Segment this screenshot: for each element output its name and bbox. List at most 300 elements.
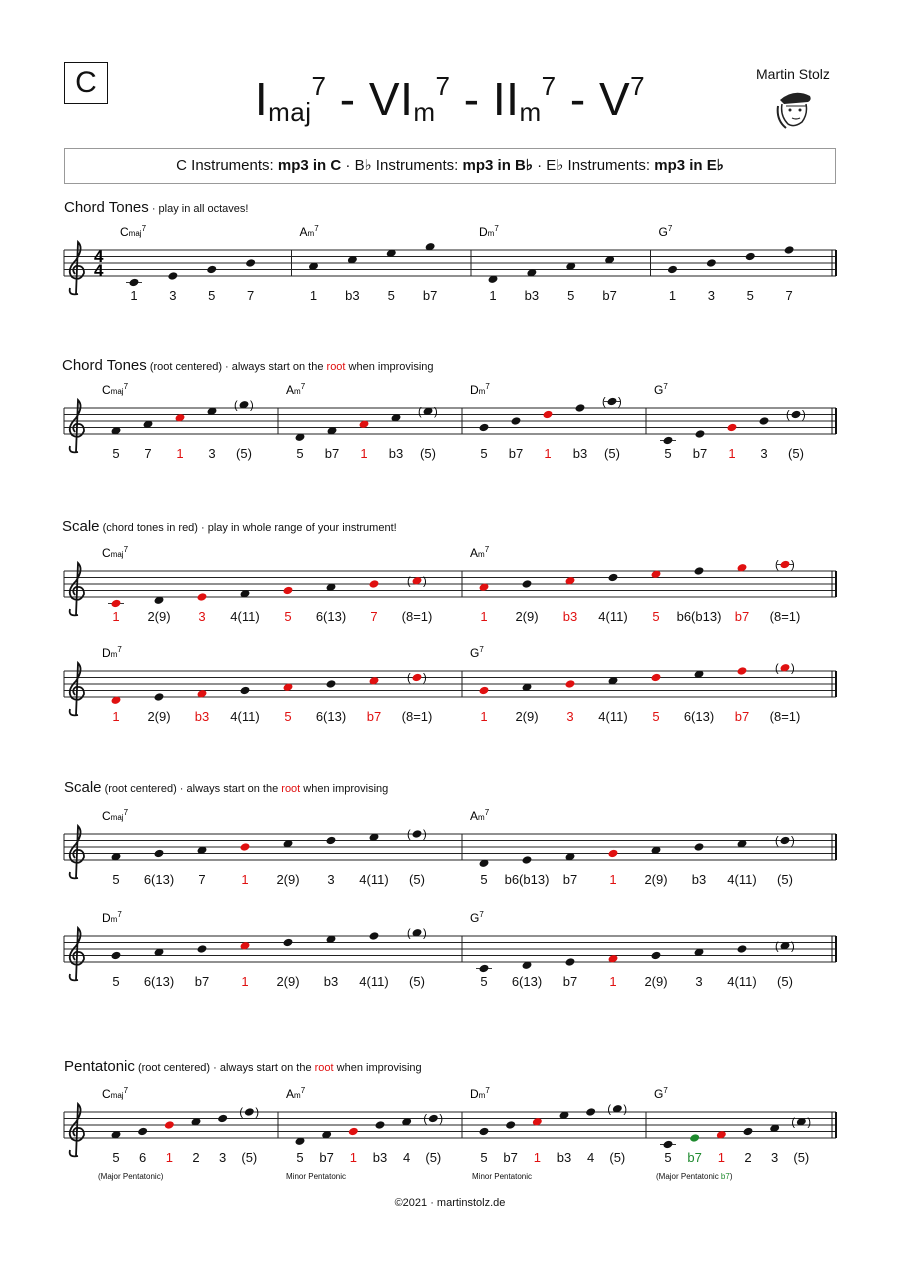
author-name: Martin Stolz bbox=[756, 66, 830, 82]
degree-label: (5) bbox=[425, 1150, 442, 1165]
ghost-note-paren-right: ) bbox=[255, 1106, 260, 1119]
mp3-separator: · bbox=[341, 157, 355, 174]
chord-extension: 7 bbox=[663, 1086, 668, 1095]
degree-label: 1 bbox=[480, 609, 488, 624]
degree-label: 5 bbox=[480, 446, 488, 461]
chord-root: C bbox=[102, 809, 111, 823]
degree-label: 1 bbox=[668, 288, 677, 303]
ghost-note-paren-right: ) bbox=[423, 828, 427, 841]
chord-symbol bbox=[300, 224, 320, 239]
ghost-note-paren-right: ) bbox=[791, 835, 795, 847]
degree-label: b3 bbox=[691, 872, 707, 887]
note-head bbox=[479, 964, 490, 974]
note-head bbox=[663, 436, 674, 446]
degree-label: 4(11) bbox=[359, 974, 389, 989]
note-head bbox=[197, 944, 208, 954]
degree-label: 3 bbox=[760, 446, 768, 461]
note-head bbox=[154, 692, 165, 702]
note-head bbox=[651, 951, 662, 961]
degree-label: 5 bbox=[664, 1150, 672, 1165]
section-paren: (root centered) bbox=[134, 1062, 211, 1074]
degree-label: 2(9) bbox=[276, 872, 300, 887]
title-roman-2: VI bbox=[368, 73, 414, 125]
chord-root: G bbox=[470, 646, 480, 660]
staff-scale-root-2 bbox=[0, 906, 900, 1001]
section-note: · always start on the bbox=[221, 361, 327, 373]
degree-label: (5) bbox=[236, 446, 252, 461]
bb-instruments-label: B♭ Instruments: bbox=[354, 157, 463, 174]
chord-root: C bbox=[102, 1087, 111, 1101]
degree-label: (8=1) bbox=[769, 609, 801, 624]
note-head bbox=[694, 566, 705, 576]
ghost-note-paren-right: ) bbox=[791, 559, 795, 571]
ghost-note-paren-left: ( bbox=[791, 1116, 796, 1129]
degree-label: 1 bbox=[130, 288, 138, 303]
note-head bbox=[375, 1120, 386, 1130]
mp3-separator: · bbox=[532, 157, 547, 174]
note-head bbox=[743, 1127, 754, 1137]
mp3-links-bar bbox=[64, 148, 836, 184]
degree-label: 3 bbox=[198, 609, 206, 624]
note-head bbox=[607, 397, 618, 407]
title-quality-2: m bbox=[413, 97, 436, 127]
chord-root: A bbox=[286, 1087, 295, 1101]
chord-quality: maj bbox=[110, 1091, 124, 1100]
degree-label: b7 bbox=[734, 609, 750, 624]
degree-label: 6(13) bbox=[143, 974, 175, 989]
note-head bbox=[111, 951, 122, 961]
degree-label: b7 bbox=[562, 872, 578, 887]
note-head bbox=[164, 1120, 175, 1130]
chord-root: D bbox=[102, 646, 111, 660]
degree-label: (5) bbox=[604, 446, 620, 461]
chord-extension: 7 bbox=[479, 910, 484, 919]
chord-symbol bbox=[102, 808, 129, 823]
note-head bbox=[575, 403, 586, 413]
note-head bbox=[727, 423, 738, 433]
chord-quality: m bbox=[294, 387, 301, 396]
degree-label: 2 bbox=[744, 1150, 752, 1165]
note-head bbox=[585, 1107, 596, 1117]
note-head bbox=[791, 410, 802, 420]
ghost-note-paren-right: ) bbox=[791, 662, 795, 675]
c-instruments-label: C Instruments: bbox=[176, 157, 278, 174]
degree-label: 4(11) bbox=[598, 609, 628, 624]
time-signature-top: 4 bbox=[94, 247, 104, 266]
ghost-note-paren-right: ) bbox=[434, 405, 438, 418]
degree-label: 1 bbox=[112, 709, 120, 724]
chord-symbol bbox=[470, 645, 484, 660]
ghost-note-paren-left: ( bbox=[234, 399, 238, 412]
chord-quality: maj bbox=[110, 813, 124, 822]
staff-scale-1 bbox=[0, 541, 900, 636]
label-b7: b7 bbox=[720, 1172, 730, 1181]
note-head bbox=[412, 829, 423, 839]
title-sep-3: - bbox=[556, 73, 599, 125]
section-title-text: Chord Tones bbox=[62, 357, 147, 374]
chord-symbol bbox=[470, 382, 490, 397]
chord-symbol bbox=[102, 382, 129, 397]
mp3-bb-link[interactable]: mp3 in B♭ bbox=[462, 157, 533, 174]
note-head bbox=[689, 1133, 700, 1143]
note-head bbox=[283, 938, 294, 948]
note-head bbox=[412, 673, 423, 683]
note-head bbox=[111, 599, 122, 609]
chord-quality: m bbox=[478, 1091, 486, 1100]
degree-label: 1 bbox=[533, 1150, 541, 1165]
degree-label: 6(13) bbox=[143, 872, 175, 887]
degree-label: 7 bbox=[370, 609, 378, 624]
note-head bbox=[244, 1107, 255, 1117]
note-head bbox=[522, 855, 533, 865]
degree-label: 4(11) bbox=[359, 872, 389, 887]
degree-label: 5 bbox=[284, 609, 292, 624]
degree-label: 1 bbox=[360, 446, 368, 461]
degree-label: 5 bbox=[567, 288, 575, 303]
chord-extension: 7 bbox=[663, 382, 668, 391]
chord-extension: 7 bbox=[123, 382, 129, 391]
section-title-text: Scale bbox=[64, 779, 102, 796]
ghost-note-paren-right: ) bbox=[423, 927, 427, 940]
ghost-note-paren-right: ) bbox=[807, 1116, 812, 1129]
degree-label: b3 bbox=[556, 1150, 572, 1165]
ghost-note-paren-left: ( bbox=[775, 662, 779, 675]
note-head bbox=[745, 252, 756, 262]
chord-quality: m bbox=[487, 229, 495, 238]
title-sep-1: - bbox=[326, 73, 369, 125]
chord-symbol bbox=[120, 224, 147, 239]
degree-label: b7 bbox=[508, 446, 524, 461]
degree-label: 4(11) bbox=[727, 872, 757, 887]
degree-label: (5) bbox=[609, 1150, 626, 1165]
degree-label: 6(13) bbox=[315, 609, 347, 624]
degree-label: (8=1) bbox=[769, 709, 801, 724]
degree-label: 2(9) bbox=[515, 709, 539, 724]
degree-label: b7 bbox=[692, 446, 708, 461]
note-head bbox=[780, 836, 791, 846]
degree-label: (5) bbox=[788, 446, 804, 461]
note-head bbox=[217, 1114, 228, 1124]
chord-quality: m bbox=[294, 1091, 301, 1100]
chord-symbol bbox=[659, 224, 673, 239]
degree-label: 3 bbox=[169, 288, 177, 303]
chord-quality: maj bbox=[128, 229, 142, 238]
chord-extension: 7 bbox=[123, 545, 129, 554]
degree-label: 4(11) bbox=[598, 709, 628, 724]
chord-root: G bbox=[654, 383, 664, 397]
chord-quality: maj bbox=[110, 387, 124, 396]
degree-label: b3 bbox=[562, 609, 578, 624]
degree-label: 2(9) bbox=[644, 974, 668, 989]
title-sep-2: - bbox=[450, 73, 493, 125]
degree-label: 5 bbox=[112, 974, 120, 989]
degree-label: 1 bbox=[349, 1150, 357, 1165]
note-head bbox=[608, 573, 619, 583]
degree-label: 1 bbox=[480, 709, 488, 724]
degree-label: b7 bbox=[734, 709, 750, 724]
section-title-chord-tones-root bbox=[62, 357, 434, 374]
degree-label: 7 bbox=[198, 872, 206, 887]
chord-quality: m bbox=[307, 229, 315, 238]
note-head bbox=[737, 666, 748, 676]
degree-label: 2(9) bbox=[147, 709, 171, 724]
note-head bbox=[154, 849, 165, 859]
degree-label: 5 bbox=[112, 872, 120, 887]
note-head bbox=[206, 265, 217, 275]
chord-extension: 7 bbox=[141, 224, 147, 233]
chord-root: G bbox=[658, 225, 668, 239]
title-quality-1: maj bbox=[268, 97, 312, 127]
ghost-note-paren-left: ( bbox=[775, 835, 779, 847]
ghost-note-paren-left: ( bbox=[407, 828, 411, 841]
note-head bbox=[479, 686, 490, 696]
note-head bbox=[565, 679, 576, 689]
chord-root: A bbox=[470, 546, 479, 560]
degree-label: 4(11) bbox=[230, 709, 260, 724]
ghost-note-paren-right: ) bbox=[423, 575, 427, 588]
note-head bbox=[663, 1140, 674, 1150]
note-head bbox=[428, 1114, 439, 1124]
degree-label: 1 bbox=[609, 974, 617, 989]
chord-symbol bbox=[470, 1086, 490, 1101]
section-title-text: Chord Tones bbox=[64, 199, 149, 216]
label-minor-pentatonic: Minor Pentatonic bbox=[472, 1172, 533, 1181]
note-head bbox=[326, 836, 337, 846]
degree-label: 4 bbox=[403, 1150, 411, 1165]
chord-extension: 7 bbox=[479, 645, 484, 654]
degree-label: 1 bbox=[309, 288, 318, 303]
section-title-text: Scale bbox=[62, 518, 100, 535]
degree-label: b3 bbox=[372, 1150, 388, 1165]
chord-extension: 7 bbox=[494, 224, 499, 233]
degree-label: b7 bbox=[422, 288, 438, 303]
degree-label: 3 bbox=[771, 1150, 779, 1165]
ghost-note-paren-left: ( bbox=[786, 409, 790, 421]
section-paren: (root centered) bbox=[146, 361, 222, 373]
degree-label: b6(b13) bbox=[676, 609, 722, 624]
chord-root: C bbox=[102, 383, 111, 397]
degree-label: b3 bbox=[388, 446, 404, 461]
degree-label: 3 bbox=[219, 1150, 227, 1165]
degree-label: (5) bbox=[409, 872, 425, 887]
degree-label: (5) bbox=[777, 974, 793, 989]
ghost-note-paren-right: ) bbox=[802, 409, 806, 421]
degree-label: 7 bbox=[785, 288, 793, 303]
staff-scale-root-1 bbox=[0, 804, 900, 899]
degree-label: 2 bbox=[192, 1150, 200, 1165]
section-note: · play in whole range of your instrument! bbox=[197, 522, 397, 534]
degree-label: 6(13) bbox=[511, 974, 543, 989]
chord-quality: m bbox=[478, 813, 485, 822]
section-root-word: root bbox=[281, 783, 301, 795]
degree-label: 1 bbox=[241, 872, 249, 887]
note-head bbox=[479, 1127, 490, 1137]
degree-label: 5 bbox=[284, 709, 292, 724]
degree-label: 3 bbox=[208, 446, 216, 461]
mp3-eb-link[interactable]: mp3 in E♭ bbox=[654, 157, 724, 174]
chord-extension: 7 bbox=[485, 382, 490, 391]
degree-label: 5 bbox=[480, 872, 488, 887]
title-ext-3: 7 bbox=[541, 70, 557, 101]
degree-label: 2(9) bbox=[515, 609, 539, 624]
degree-label: 3 bbox=[327, 872, 335, 887]
chord-root: G bbox=[654, 1087, 664, 1101]
chord-extension: 7 bbox=[484, 808, 490, 817]
chord-symbol bbox=[654, 382, 668, 397]
note-head bbox=[759, 416, 770, 426]
section-title-scale-root bbox=[64, 779, 388, 796]
ghost-note-paren-left: ( bbox=[775, 940, 779, 953]
time-signature-bottom: 4 bbox=[94, 261, 104, 280]
note-head bbox=[369, 579, 380, 589]
eb-instruments-label: E♭ Instruments: bbox=[546, 157, 655, 174]
degree-label: 2(9) bbox=[644, 872, 668, 887]
mp3-c-link[interactable]: mp3 in C bbox=[277, 157, 342, 174]
note-head bbox=[326, 679, 337, 689]
staff-pentatonic bbox=[0, 1082, 900, 1177]
title-ext-4: 7 bbox=[630, 70, 646, 101]
degree-label: 5 bbox=[664, 446, 672, 461]
degree-label: (5) bbox=[409, 974, 425, 989]
note-head bbox=[479, 423, 490, 433]
degree-label: b6(b13) bbox=[504, 872, 550, 887]
chord-symbol bbox=[470, 808, 490, 823]
chord-root: D bbox=[102, 911, 111, 925]
note-head bbox=[780, 560, 791, 570]
degree-label: 3 bbox=[695, 974, 703, 989]
chord-extension: 7 bbox=[314, 224, 319, 233]
degree-label: b3 bbox=[572, 446, 588, 461]
degree-label: 2(9) bbox=[276, 974, 300, 989]
degree-label: 6 bbox=[139, 1150, 147, 1165]
degree-label: b7 bbox=[366, 709, 382, 724]
note-head bbox=[197, 592, 208, 602]
degree-label: (5) bbox=[420, 446, 436, 461]
chord-quality: m bbox=[110, 915, 118, 924]
degree-label: 5 bbox=[652, 609, 660, 624]
footer-copyright: ©2021 · martinstolz.de bbox=[394, 1197, 506, 1209]
section-root-word: root bbox=[314, 1062, 334, 1074]
degree-label: 1 bbox=[717, 1150, 725, 1165]
section-note: when improvising bbox=[300, 783, 389, 795]
note-head bbox=[505, 1120, 516, 1130]
chord-extension: 7 bbox=[117, 910, 122, 919]
chord-extension: 7 bbox=[123, 1086, 129, 1095]
degree-label: 1 bbox=[609, 872, 617, 887]
chord-root: G bbox=[470, 911, 480, 925]
note-head bbox=[240, 842, 251, 852]
title-roman-1: I bbox=[254, 73, 269, 125]
degree-label: b3 bbox=[323, 974, 339, 989]
section-note: when improvising bbox=[345, 361, 434, 373]
degree-label: b7 bbox=[562, 974, 578, 989]
section-title-text: Pentatonic bbox=[64, 1058, 135, 1075]
note-head bbox=[137, 1127, 148, 1137]
degree-label: 7 bbox=[144, 446, 152, 461]
note-head bbox=[369, 931, 380, 941]
label-major-pentatonic-b7 bbox=[656, 1172, 733, 1181]
section-title-scale bbox=[62, 518, 397, 535]
label-part: ) bbox=[729, 1172, 733, 1181]
degree-label: 3 bbox=[707, 288, 715, 303]
note-head bbox=[667, 265, 678, 275]
chord-extension: 7 bbox=[300, 382, 306, 391]
degree-label: 5 bbox=[112, 446, 120, 461]
degree-label: 4(11) bbox=[727, 974, 757, 989]
degree-label: 5 bbox=[296, 1150, 304, 1165]
section-note: · always start on the bbox=[176, 783, 282, 795]
degree-label: (5) bbox=[777, 872, 793, 887]
chord-extension: 7 bbox=[123, 808, 129, 817]
chord-root: D bbox=[470, 383, 479, 397]
title-roman-3: II bbox=[492, 73, 520, 125]
chord-quality: m bbox=[478, 550, 485, 559]
chord-root: A bbox=[470, 809, 479, 823]
chord-symbol bbox=[286, 1086, 306, 1101]
degree-label: 1 bbox=[165, 1150, 173, 1165]
label-minor-pentatonic: Minor Pentatonic bbox=[286, 1172, 347, 1181]
section-note: when improvising bbox=[333, 1062, 422, 1074]
author-portrait-icon bbox=[772, 86, 816, 132]
degree-label: b7 bbox=[602, 288, 617, 303]
degree-label: (8=1) bbox=[401, 609, 433, 624]
note-head bbox=[511, 416, 522, 426]
ghost-note-paren-left: ( bbox=[407, 575, 411, 588]
degree-label: b7 bbox=[324, 446, 340, 461]
ghost-note-paren-right: ) bbox=[623, 1103, 628, 1116]
title-ext-2: 7 bbox=[435, 70, 451, 101]
chord-quality: m bbox=[478, 387, 486, 396]
degree-label: b3 bbox=[194, 709, 210, 724]
chord-quality: maj bbox=[110, 550, 124, 559]
ghost-note-paren-right: ) bbox=[423, 672, 427, 684]
degree-label: 7 bbox=[247, 288, 255, 303]
degree-label: 5 bbox=[296, 446, 304, 461]
degree-label: 1 bbox=[728, 446, 736, 461]
chord-symbol bbox=[286, 382, 306, 397]
ghost-note-paren-left: ( bbox=[602, 396, 606, 408]
note-head bbox=[706, 258, 717, 268]
note-head bbox=[737, 944, 748, 954]
section-title-chord-tones bbox=[64, 199, 248, 216]
note-head bbox=[695, 429, 706, 439]
title-ext-1: 7 bbox=[311, 70, 327, 101]
degree-label: 5 bbox=[746, 288, 754, 303]
chord-symbol bbox=[470, 545, 490, 560]
degree-label: 3 bbox=[566, 709, 574, 724]
title-roman-4: V bbox=[598, 73, 631, 125]
chord-symbol bbox=[470, 910, 484, 925]
section-paren: (root centered) bbox=[101, 783, 177, 795]
staff-chord-tones bbox=[0, 220, 900, 315]
note-head bbox=[694, 842, 705, 852]
degree-label: 1 bbox=[489, 288, 497, 303]
key-box: C bbox=[64, 62, 108, 104]
degree-label: b7 bbox=[687, 1150, 702, 1165]
label-part: (Major Pentatonic bbox=[656, 1172, 721, 1181]
degree-label: (5) bbox=[793, 1150, 810, 1165]
title-quality-3: m bbox=[519, 97, 542, 127]
degree-label: b3 bbox=[345, 288, 360, 303]
note-head bbox=[167, 271, 178, 281]
degree-label: 1 bbox=[241, 974, 249, 989]
degree-label: 5 bbox=[387, 288, 395, 303]
note-head bbox=[245, 258, 256, 268]
chord-symbol bbox=[654, 1086, 668, 1101]
chord-root: A bbox=[299, 225, 308, 239]
ghost-note-paren-left: ( bbox=[239, 1106, 244, 1119]
chord-symbol bbox=[102, 1086, 129, 1101]
